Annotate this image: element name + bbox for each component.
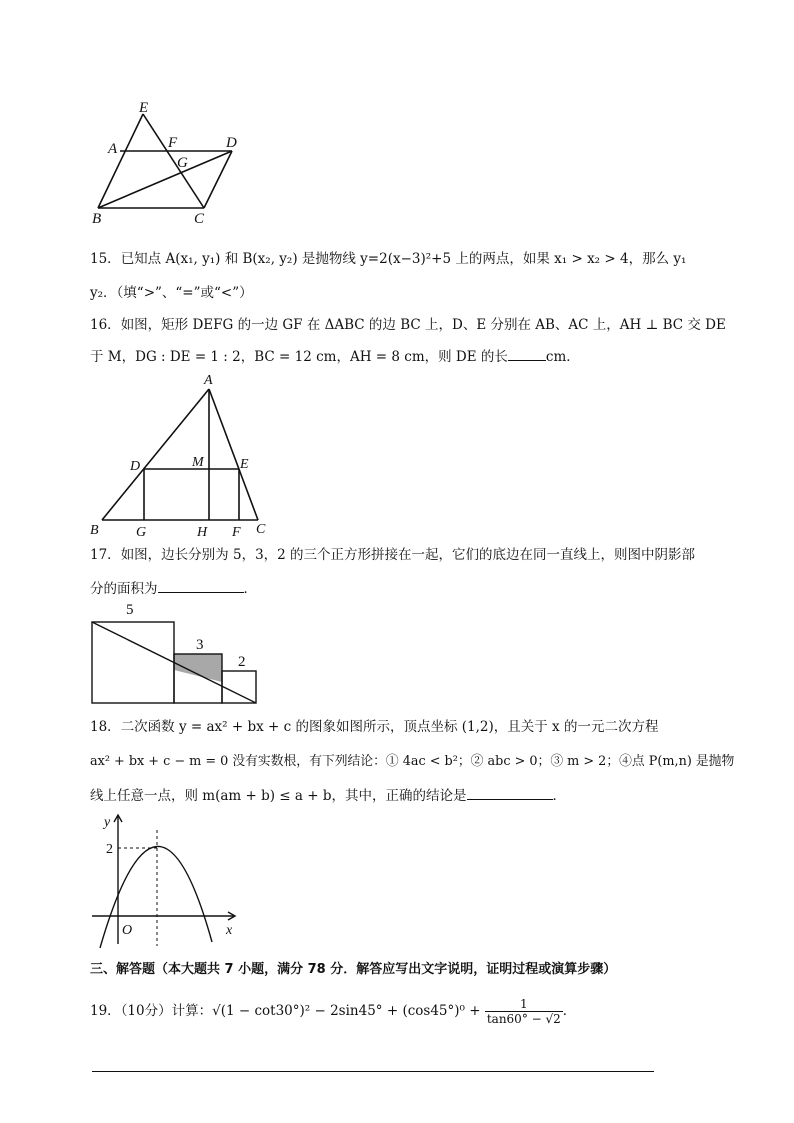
q19-fraction-denominator: tan60° − √2 [486, 1012, 561, 1026]
label-B: B [90, 523, 99, 538]
q19-fraction [485, 997, 563, 1026]
q19-expression: √(1 − cot30°)² − 2sin45° + (cos45°)⁰ + [212, 1003, 481, 1019]
q15-line1 [90, 250, 686, 268]
segment-BD [98, 151, 232, 208]
label-G: G [177, 155, 188, 171]
q16-line2 [90, 348, 580, 366]
label-G: G [136, 525, 147, 540]
label-H: H [197, 525, 208, 540]
label-D: D [226, 135, 237, 151]
label-M: M [192, 455, 204, 470]
q18-line2 [90, 753, 734, 771]
label-A: A [108, 141, 118, 157]
figure-three-squares [88, 598, 268, 710]
q16-text: 如图，矩形 DEFG 的一边 GF 在 ΔABC 的边 BC 上，D、E 分别在 AB、AC 上，AH ⊥ BC 交 DE [120, 317, 726, 333]
q18-number: 18． [90, 719, 121, 735]
label-O: O [122, 923, 133, 938]
q19-fraction-numerator: 1 [520, 997, 528, 1011]
q18-line1 [90, 718, 658, 736]
q18-text3: 线上任意一点，则 m(am + b) ≤ a + b，其中，正确的结论是 [90, 788, 467, 804]
q19-number: 19． [90, 1003, 121, 1019]
q15-number: 15． [90, 251, 121, 267]
q18-line3 [90, 787, 566, 805]
q16-text2: 于 M，DG : DE = 1 : 2，BC = 12 cm，AH = 8 cm，则 DE 的长 [90, 349, 508, 365]
page-bottom-rule [92, 1071, 654, 1072]
figure-parabola [88, 810, 248, 948]
label-B: B [92, 211, 102, 227]
label-2: 2 [106, 842, 113, 857]
q15-line2 [90, 284, 253, 302]
q16-unit: cm． [545, 349, 580, 365]
label-C: C [256, 522, 266, 537]
shaded-region [174, 654, 222, 682]
label-E: E [139, 100, 149, 116]
label-2: 2 [238, 654, 246, 670]
q17-number: 17． [90, 547, 121, 563]
label-5: 5 [126, 602, 134, 618]
segment-AC [209, 389, 258, 520]
figure-triangle-rectangle [84, 370, 284, 540]
label-C: C [194, 211, 205, 227]
q18-end: ． [552, 788, 566, 804]
q15-text: 已知点 A(x₁, y₁) 和 B(x₂, y₂) 是抛物线 y=2(x−3)²+5 上的两点，如果 x₁ > x₂ > 4，那么 y₁ [120, 251, 687, 267]
segment-BE [98, 114, 143, 208]
label-F: F [168, 135, 178, 151]
figure-parallelogram [80, 92, 260, 232]
label-y: y [104, 815, 111, 830]
q18-answer-blank[interactable] [467, 787, 553, 800]
q19-line [90, 994, 576, 1028]
q16-number: 16． [90, 317, 121, 333]
q19-end: ． [562, 1003, 577, 1019]
parabola-curve [100, 846, 212, 948]
q17-answer-blank[interactable] [158, 580, 244, 593]
q18-text2: ax² + bx + c − m = 0 没有实数根，有下列结论：① 4ac < b²；② abc > 0；③ m > 2；④点 P(m,n) 是抛物 [90, 754, 735, 769]
q18-text: 二次函数 y = ax² + bx + c 的图象如图所示，顶点坐标 (1,2)，且关于 x 的一元二次方程 [120, 719, 659, 735]
label-3: 3 [196, 637, 204, 653]
label-E: E [240, 457, 249, 472]
q17-text2: 分的面积为 [90, 581, 158, 597]
square-2 [222, 671, 256, 703]
q17-line1 [90, 546, 695, 564]
q16-answer-blank[interactable] [508, 348, 546, 361]
label-x: x [226, 923, 233, 938]
label-D: D [130, 459, 141, 474]
segment-EC [143, 114, 204, 208]
q17-end: ． [243, 581, 257, 597]
q15-text2: y₂．（填“>”、“=”或“<”） [90, 285, 253, 301]
q17-text: 如图，边长分别为 5，3，2 的三个正方形拼接在一起，它们的底边在同一直线上，则图中阴影部 [120, 547, 696, 563]
q17-line2 [90, 580, 257, 598]
q19-score: （10分）计算： [120, 1003, 213, 1019]
square-5 [92, 622, 174, 703]
label-F: F [232, 525, 241, 540]
label-A: A [204, 373, 213, 388]
section-3-heading: 三、解答题（本大题共 7 小题，满分 78 分．解答应写出文字说明，证明过程或演算步骤） [90, 962, 617, 977]
q16-line1 [90, 316, 726, 334]
segment-DC [204, 151, 232, 208]
